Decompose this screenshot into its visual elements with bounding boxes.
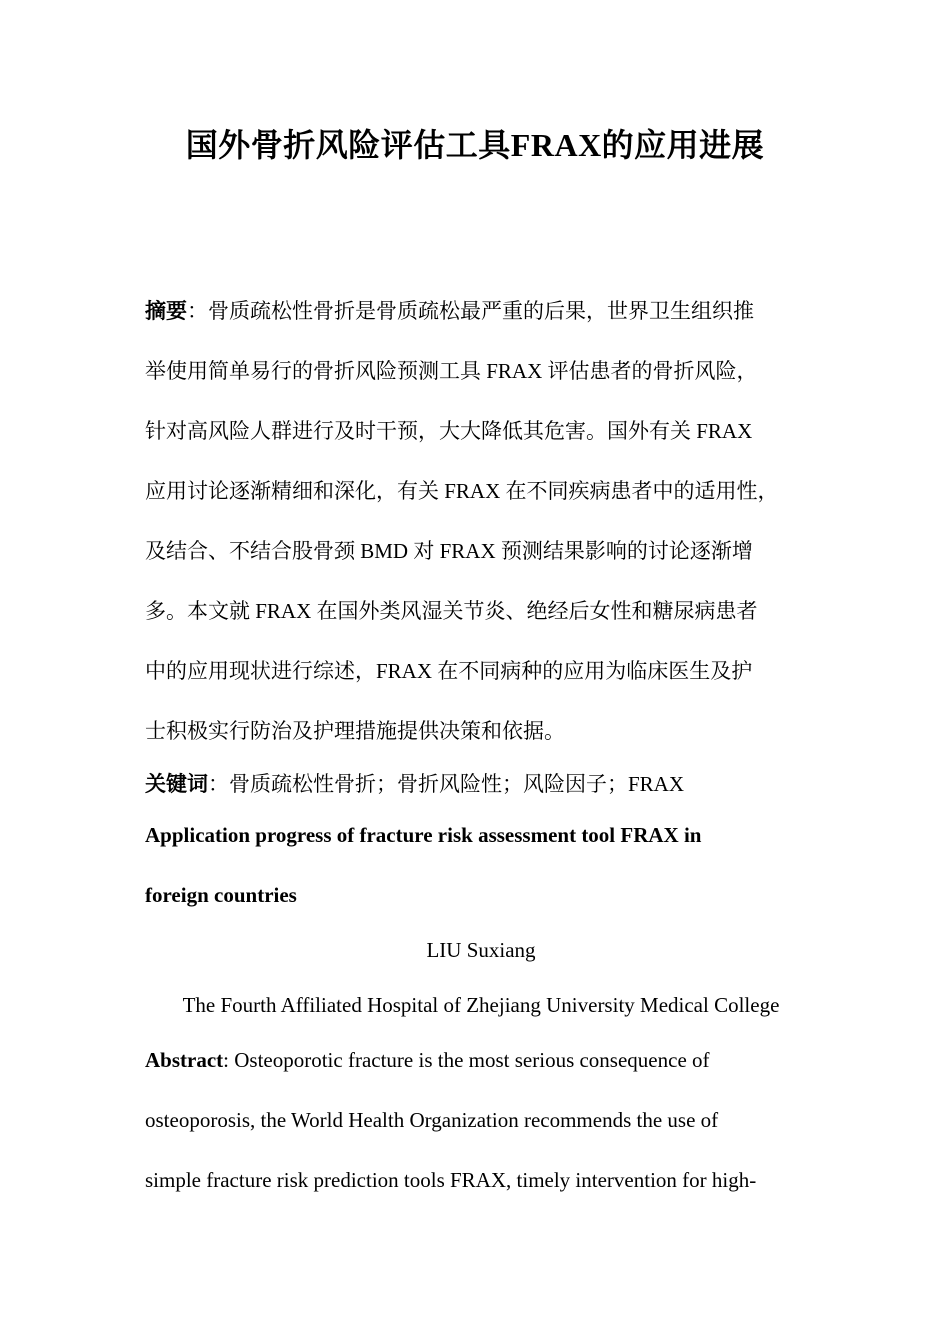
abstract-zh-line-6: 多。本文就 FRAX 在国外类风湿关节炎、绝经后女性和糖尿病患者 bbox=[145, 599, 758, 623]
abstract-en-line-3: simple fracture risk prediction tools FRAX, timely intervention for high- bbox=[145, 1168, 757, 1192]
abstract-zh-sep: ： bbox=[187, 299, 208, 323]
english-title-line-2: foreign countries bbox=[145, 883, 297, 907]
abstract-zh-line-4: 应用讨论逐渐精细和深化，有关 FRAX 在不同疾病患者中的适用性， bbox=[145, 479, 779, 503]
abstract-zh-line-8: 士积极实行防治及护理措施提供决策和依据。 bbox=[145, 719, 565, 743]
abstract-zh-line-3: 针对高风险人群进行及时干预，大大降低其危害。国外有关 FRAX bbox=[145, 419, 753, 443]
abstract-en-text-1: : Osteoporotic fracture is the most serious consequence of bbox=[223, 1048, 710, 1072]
abstract-en-line-1 bbox=[145, 1048, 805, 1073]
abstract-en-line-2: osteoporosis, the World Health Organization recommends the use of bbox=[145, 1108, 719, 1132]
abstract-zh-label: 摘要 bbox=[145, 299, 187, 323]
abstract-zh-line-1 bbox=[145, 295, 754, 325]
abstract-zh-line-2: 举使用简单易行的骨折风险预测工具 FRAX 评估患者的骨折风险， bbox=[145, 359, 758, 383]
keywords-zh-text: 骨质疏松性骨折；骨折风险性；风险因子；FRAX bbox=[229, 772, 685, 796]
abstract-zh-text-1: 骨质疏松性骨折是骨质疏松最严重的后果，世界卫生组织推 bbox=[208, 299, 754, 323]
abstract-en-label: Abstract bbox=[145, 1048, 224, 1072]
keywords-zh-label: 关键词 bbox=[145, 772, 208, 796]
abstract-zh-line-5: 及结合、不结合股骨颈 BMD 对 FRAX 预测结果影响的讨论逐渐增 bbox=[145, 539, 753, 563]
keywords-zh-sep: ： bbox=[208, 772, 229, 796]
english-title-line-1: Application progress of fracture risk assessment tool FRAX in bbox=[145, 823, 702, 847]
author-name: LIU Suxiang bbox=[426, 938, 536, 962]
document-title: 国外骨折风险评估工具FRAX的应用进展 bbox=[185, 127, 765, 163]
author-affiliation: The Fourth Affiliated Hospital of Zhejiang University Medical College bbox=[182, 993, 780, 1017]
keywords-zh-line bbox=[145, 768, 684, 798]
abstract-zh-line-7: 中的应用现状进行综述，FRAX 在不同病种的应用为临床医生及护 bbox=[145, 659, 753, 683]
